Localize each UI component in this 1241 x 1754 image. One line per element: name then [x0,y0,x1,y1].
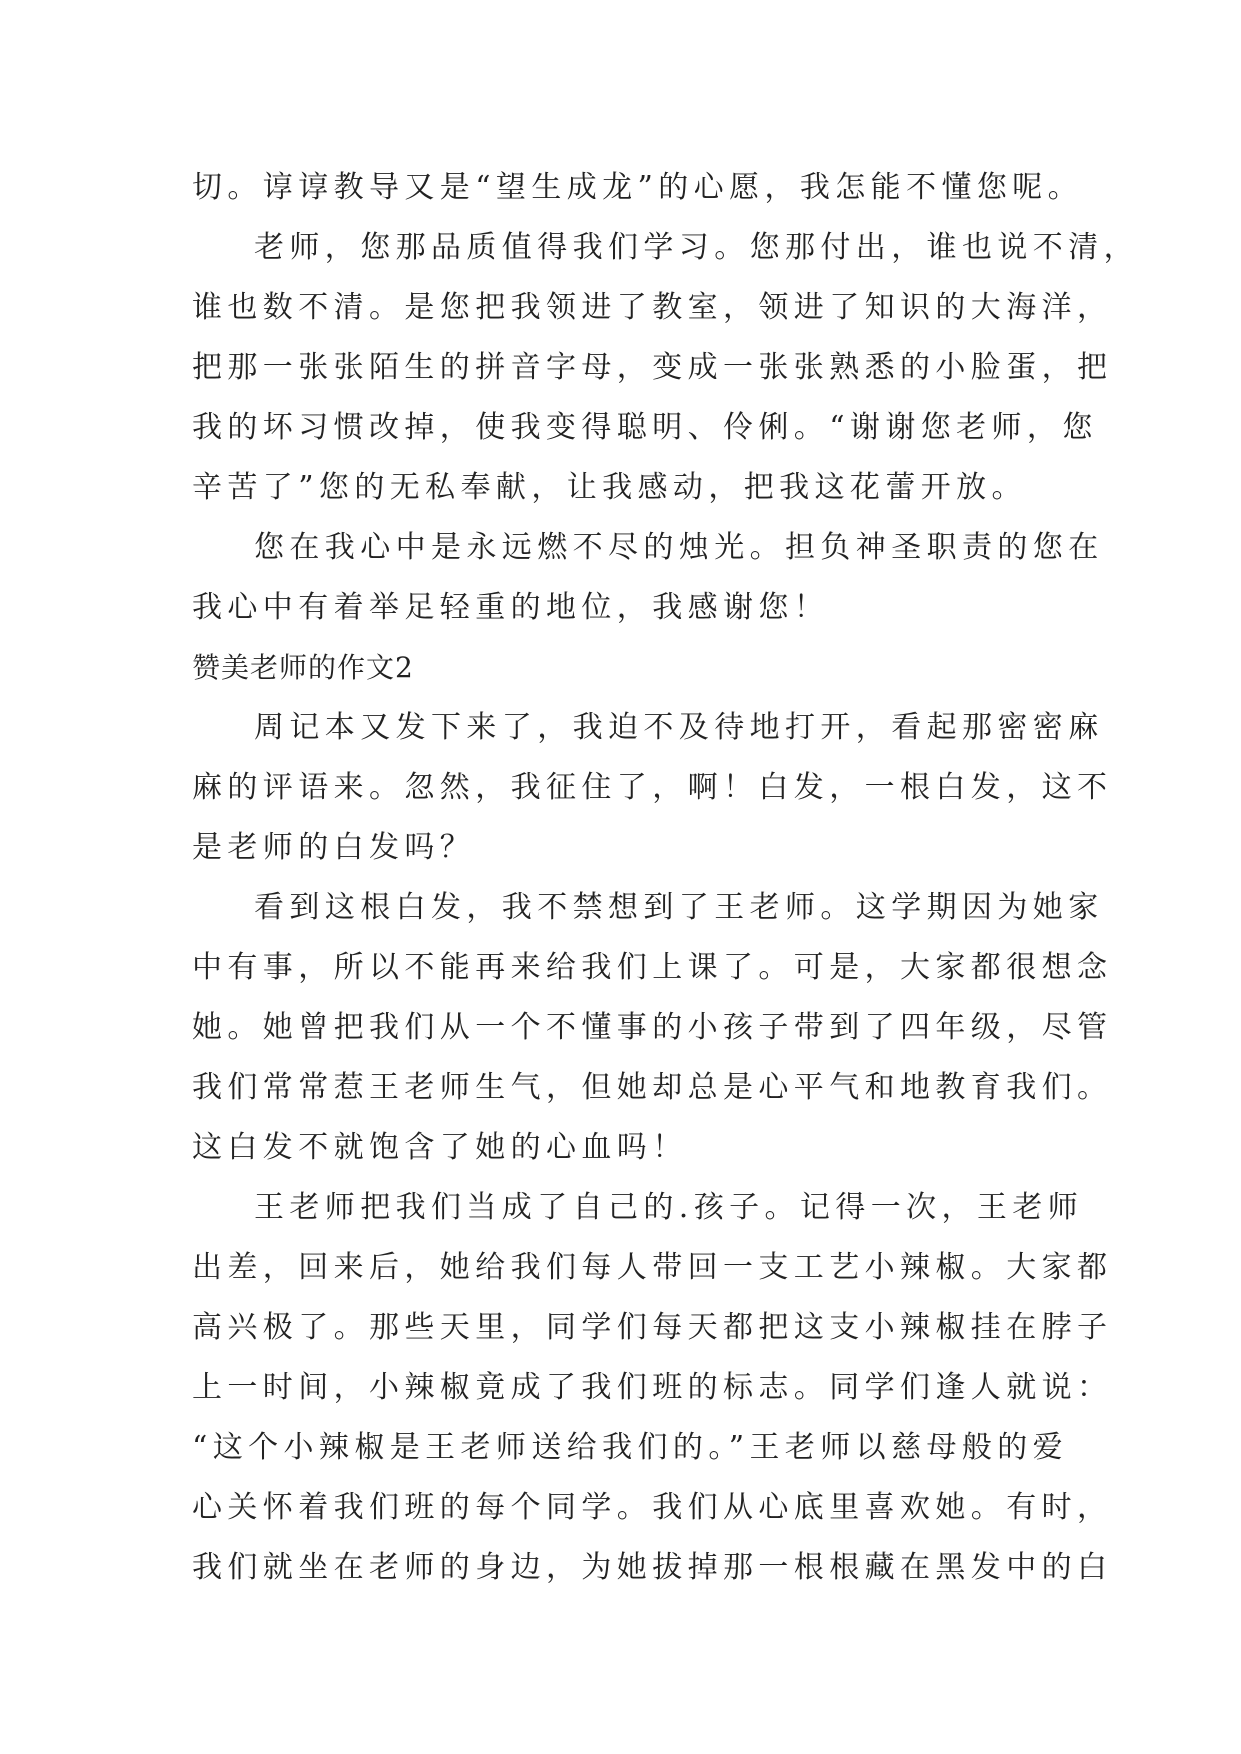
text-line: 麻的评语来。忽然，我征住了，啊！白发，一根白发，这不 [192,770,1113,805]
section-heading: 赞美老师的作文2 [192,651,414,684]
text-line: 出差，回来后，她给我们每人带回一支工艺小辣椒。大家都 [192,1250,1113,1285]
text-line: 把那一张张陌生的拼音字母，变成一张张熟悉的小脸蛋，把 [192,350,1113,385]
text-line: 我心中有着举足轻重的地位，我感谢您！ [192,590,830,625]
paragraph-start-line: 老师，您那品质值得我们学习。您那付出，谁也说不清， [254,230,1139,265]
text-line: 是老师的白发吗？ [192,830,476,865]
essay-body [192,158,1139,1598]
text-line: 辛苦了”您的无私奉献，让我感动，把我这花蕾开放。 [192,470,1027,505]
text-line: 上一时间，小辣椒竟成了我们班的标志。同学们逢人就说： [192,1370,1113,1405]
text-line: 我们常常惹王老师生气，但她却总是心平气和地教育我们。 [192,1070,1113,1105]
text-line: 这白发不就饱含了她的心血吗！ [192,1130,688,1165]
text-line: 谁也数不清。是您把我领进了教室，领进了知识的大海洋， [192,290,1113,325]
text-line: 高兴极了。那些天里，同学们每天都把这支小辣椒挂在脖子 [192,1310,1113,1345]
paragraph-start-line: 您在我心中是永远燃不尽的烛光。担负神圣职责的您在 [254,530,1104,565]
paragraph-start-line: 王老师把我们当成了自己的.孩子。记得一次，王老师 [254,1190,1084,1225]
paragraph-start-line: 看到这根白发，我不禁想到了王老师。这学期因为她家 [254,890,1104,925]
text-line: 我的坏习惯改掉，使我变得聪明、伶俐。“谢谢您老师，您 [192,410,1098,445]
text-line: “这个小辣椒是王老师送给我们的。”王老师以慈母般的爱 [192,1430,1069,1465]
paragraph-start-line: 周记本又发下来了，我迫不及待地打开，看起那密密麻 [254,710,1104,745]
text-line: 切。谆谆教导又是“望生成龙”的心愿，我怎能不懂您呢。 [192,170,1084,205]
text-line: 心关怀着我们班的每个同学。我们从心底里喜欢她。有时， [192,1490,1113,1525]
text-line: 我们就坐在老师的身边，为她拔掉那一根根藏在黑发中的白 [192,1550,1113,1585]
text-line: 她。她曾把我们从一个不懂事的小孩子带到了四年级，尽管 [192,1010,1113,1045]
text-line: 中有事，所以不能再来给我们上课了。可是，大家都很想念 [192,950,1113,985]
